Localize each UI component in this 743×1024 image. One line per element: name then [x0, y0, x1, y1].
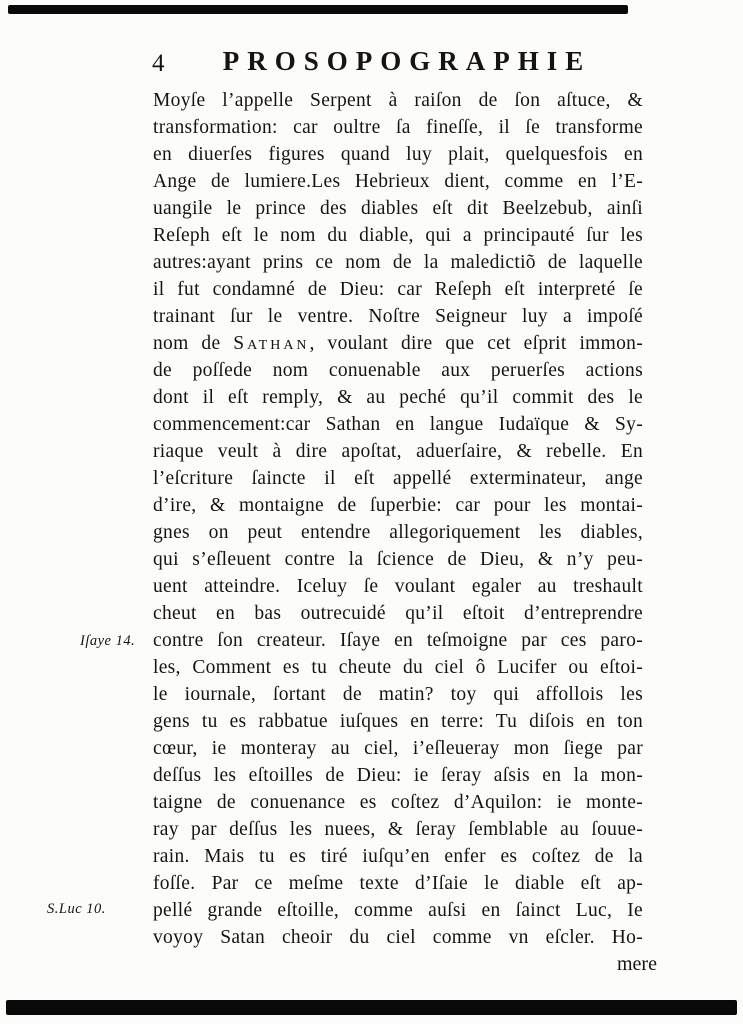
text-line-21: contre ſon createur. Iſaye en teſmoigne par ces paro-	[153, 630, 643, 651]
text-line-31: pellé grande eſtoille, comme auſsi en ſainct Luc, Ie	[153, 900, 643, 921]
catchword: mere	[617, 953, 657, 975]
scan-artifact-bottom-bar	[6, 1000, 737, 1015]
text-line-5: uangile le prince des diables eſt dit Beelzebub, ainſi	[153, 198, 643, 219]
text-line-6: Reſeph eſt le nom du diable, qui a principauté ſur les	[153, 225, 643, 246]
text-line-22: les, Comment es tu cheute du ciel ô Lucifer ou eſtoi-	[153, 657, 643, 678]
text-line-4: Ange de lumiere.Les Hebrieux dient, comme en l’E-	[153, 171, 643, 192]
text-line-9: trainant ſur le ventre. Noſtre Seigneur luy a impoſé	[153, 306, 643, 327]
text-line-1: Moyſe l’appelle Serpent à raiſon de ſon aſtuce, &	[153, 90, 643, 111]
text-line-20: cheut en bas outrecuidé qu’il eſtoit d’entreprendre	[153, 603, 643, 624]
text-line-30: foſſe. Par ce meſme texte d’Iſaie le diable eſt ap-	[153, 873, 643, 894]
text-line-19: uent atteindre. Iceluy ſe voulant egaler au treshault	[153, 576, 643, 597]
text-line-2: transformation: car oultre ſa fineſſe, il ſe transforme	[153, 117, 643, 138]
text-line-27: taigne de conuenance es coſtez d’Aquilon: ie monte-	[153, 792, 643, 813]
text-line-10-post: , voulant dire que cet eſprit immon-	[309, 333, 643, 354]
text-line-29: rain. Mais tu es tiré iuſqu’en enfer es coſtez de la	[153, 846, 643, 867]
text-line-14: riaque veult à dire apoſtat, aduerſaire, & rebelle. En	[153, 441, 643, 462]
text-line-28: ray par deſſus les nuees, & ſeray ſemblable au ſouue-	[153, 819, 643, 840]
body-text-block	[153, 87, 643, 951]
text-line-32: voyoy Satan cheoir du ciel comme vn eſcler. Ho-	[153, 927, 643, 948]
margin-note-isaye-14: Iſaye 14.	[80, 633, 136, 649]
running-title: PROSOPOGRAPHIE	[222, 46, 592, 76]
text-line-18: qui s’eſleuent contre la ſcience de Dieu, & n’y peu-	[153, 549, 643, 570]
text-line-13: commencement:car Sathan en langue Iudaïque & Sy-	[153, 414, 643, 435]
text-line-25: cœur, ie monteray au ciel, i’eſleueray mon ſiege par	[153, 738, 643, 759]
text-line-12: dont il eſt remply, & au peché qu’il commit des le	[153, 387, 643, 408]
text-line-23: le iournale, ſortant de matin? toy qui affollois les	[153, 684, 643, 705]
margin-note-s-luc-10: S.Luc 10.	[47, 901, 106, 917]
text-line-15: l’eſcriture ſaincte il eſt appellé exterminateur, ange	[153, 468, 643, 489]
page-number: 4	[152, 50, 166, 77]
scan-artifact-top-bar	[8, 5, 628, 14]
text-line-24: gens tu es rabbatue iuſques en terre: Tu diſois en ton	[153, 711, 643, 732]
sathan-smallcaps: Sathan	[233, 333, 310, 354]
text-line-16: d’ire, & montaigne de ſuperbie: car pour les montai-	[153, 495, 643, 516]
text-line-10	[153, 330, 643, 357]
text-line-17: gnes on peut entendre allegoriquement les diables,	[153, 522, 643, 543]
text-line-11: de poſſede nom conuenable aux peruerſes actions	[153, 360, 643, 381]
text-line-10-pre: nom de	[153, 333, 234, 354]
text-line-8: il fut condamné de Dieu: car Reſeph eſt interpreté ſe	[153, 279, 643, 300]
text-line-7: autres:ayant prins ce nom de la maledictiõ de laquelle	[153, 252, 643, 273]
text-line-26: deſſus les eſtoilles de Dieu: ie ſeray aſsis en la mon-	[153, 765, 643, 786]
text-line-3: en diuerſes figures quand luy plait, quelquesfois en	[153, 144, 643, 165]
